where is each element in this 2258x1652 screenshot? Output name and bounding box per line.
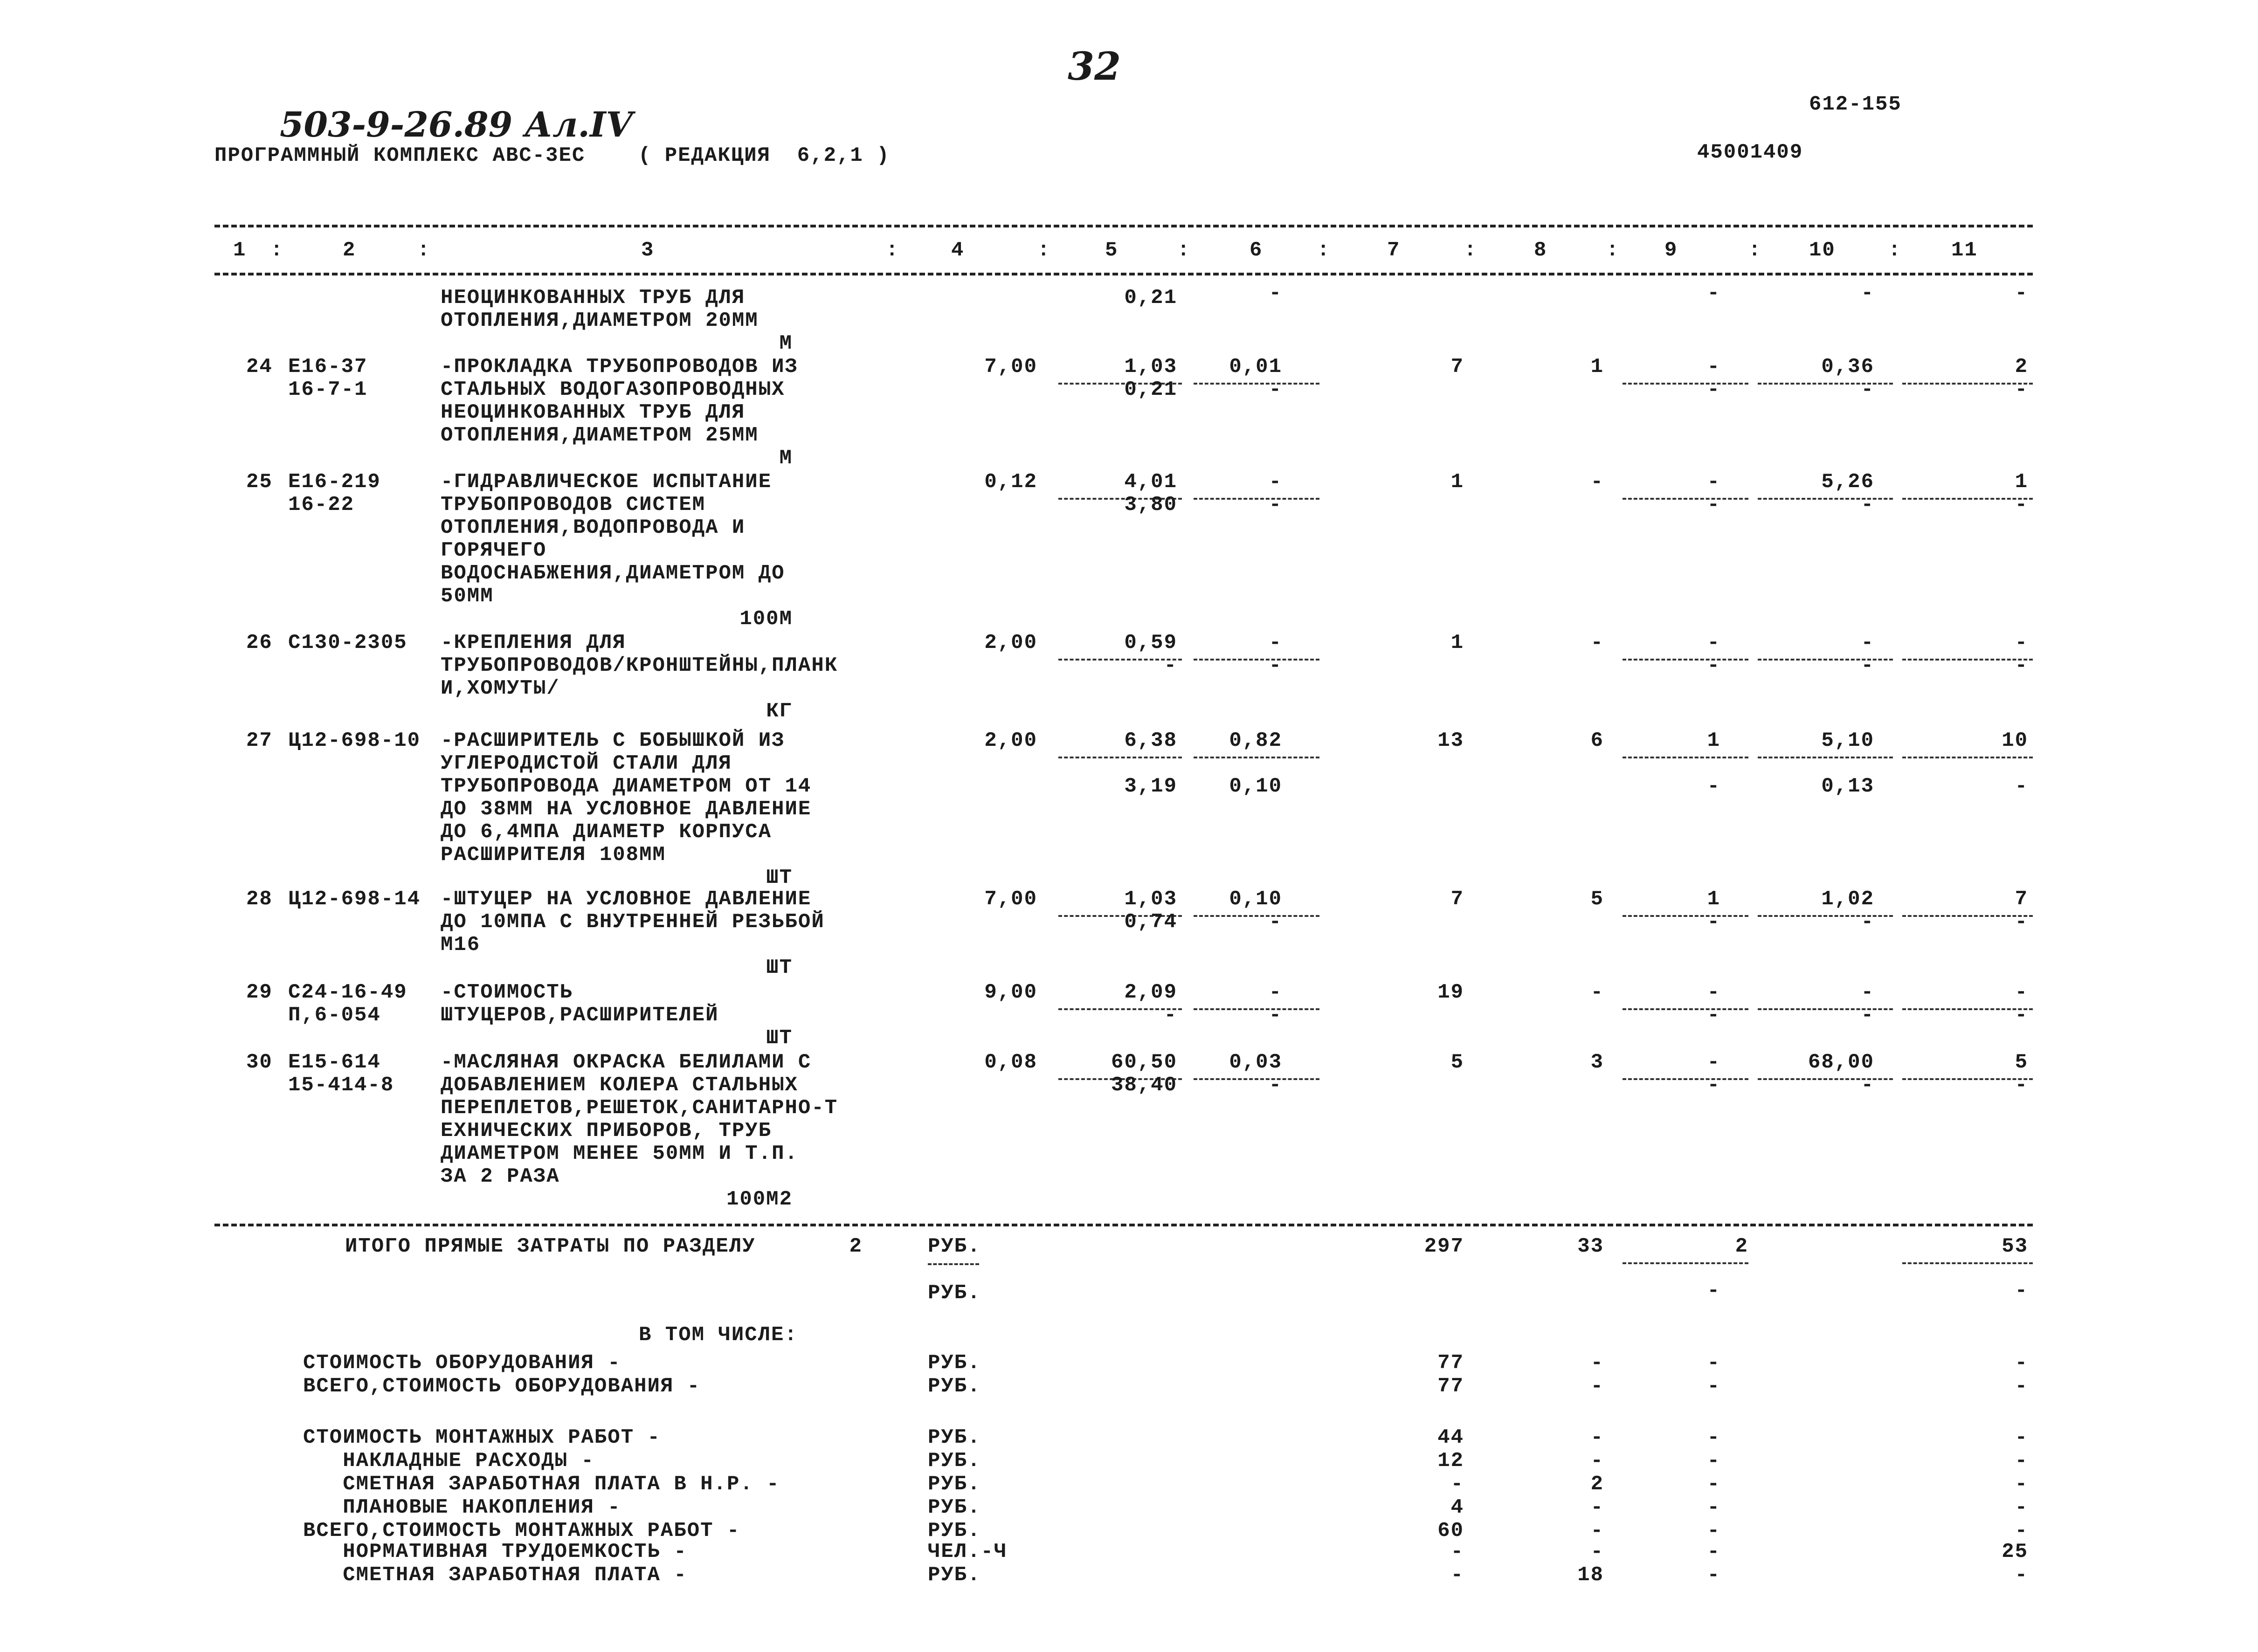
summary-col7: 4 xyxy=(1450,1496,1464,1519)
description-line: ОТОПЛЕНИЯ,ДИАМЕТРОМ 20ММ xyxy=(441,309,759,332)
summary-col8: - xyxy=(1590,1519,1604,1542)
cell-c4: 7,00 xyxy=(984,355,1037,379)
column-number: 7 xyxy=(1387,239,1401,262)
summary-unit: РУБ. xyxy=(928,1375,981,1398)
column-separator: : xyxy=(270,239,284,262)
cell-c9-lower: - xyxy=(1707,493,1720,516)
cell-c11-lower: - xyxy=(2015,1074,2028,1097)
description-line: ДО 6,4МПА ДИАМЕТР КОРПУСА xyxy=(441,820,772,844)
summary-col8: - xyxy=(1590,1449,1604,1473)
resource-code-secondary: П,6-054 xyxy=(288,1004,381,1027)
summary-col8: - xyxy=(1590,1540,1604,1563)
cell-c11: - xyxy=(2015,981,2028,1004)
unit-of-measure: 100М2 xyxy=(726,1188,793,1211)
summary-label: НАКЛАДНЫЕ РАСХОДЫ - xyxy=(303,1449,594,1473)
description-line: ОТОПЛЕНИЯ,ДИАМЕТРОМ 25ММ xyxy=(441,424,759,447)
including-heading: В ТОМ ЧИСЛЕ: xyxy=(639,1323,798,1347)
summary-col11: 25 xyxy=(2002,1540,2028,1563)
summary-col11: - xyxy=(2015,1473,2028,1496)
cell-c10: - xyxy=(1861,631,1874,654)
cell-c10-lower: - xyxy=(1861,378,1874,401)
description-line: 50ММ xyxy=(441,585,494,608)
cell-c9-lower: - xyxy=(1707,654,1720,677)
cell-c9-lower: - xyxy=(1707,1004,1720,1027)
cell-c10: 5,26 xyxy=(1821,470,1874,494)
program-title: ПРОГРАММНЫЙ КОМПЛЕКС АВС-3ЕС ( РЕДАКЦИЯ 6,2,1 ) xyxy=(214,144,890,167)
description-line: ДИАМЕТРОМ МЕНЕЕ 50ММ И Т.П. xyxy=(441,1142,798,1165)
column-separator: : xyxy=(1464,239,1478,262)
cell-c5: 0,59 xyxy=(1124,631,1177,654)
column-number: 6 xyxy=(1250,239,1263,262)
cell-c5: 1,03 xyxy=(1124,355,1177,379)
row-number: 26 xyxy=(246,631,273,654)
resource-code: Ц12-698-14 xyxy=(288,888,421,911)
summary-unit: ЧЕЛ.-Ч xyxy=(928,1540,1008,1563)
cell-c11-lower: - xyxy=(2015,1004,2028,1027)
cell-c10-lower: - xyxy=(1861,493,1874,516)
column-separator: : xyxy=(1888,239,1902,262)
summary-col11: - xyxy=(2015,1375,2028,1398)
totals-col11-lower: - xyxy=(2015,1279,2028,1302)
summary-col9: - xyxy=(1707,1496,1720,1519)
cell-c11: 7 xyxy=(2015,888,2028,911)
summary-col7: 77 xyxy=(1437,1375,1464,1398)
cell-c6-lower: - xyxy=(1269,654,1282,677)
cell-c5-lower: - xyxy=(1164,1004,1177,1027)
totals-col9-lower: - xyxy=(1707,1279,1720,1302)
description-line: ДОБАВЛЕНИЕМ КОЛЕРА СТАЛЬНЫХ xyxy=(441,1074,798,1097)
summary-col8: 18 xyxy=(1577,1563,1604,1587)
column-separator: : xyxy=(1606,239,1620,262)
description-line: ТРУБОПРОВОДОВ СИСТЕМ xyxy=(441,493,706,516)
resource-code-secondary: 16-22 xyxy=(288,493,355,516)
summary-col11: - xyxy=(2015,1519,2028,1542)
fraction-rule xyxy=(1623,757,1748,758)
cell-c7: 7 xyxy=(1450,888,1464,911)
column-number: 8 xyxy=(1534,239,1547,262)
description-line: ДО 10МПА С ВНУТРЕННЕЙ РЕЗЬБОЙ xyxy=(441,910,825,934)
unit-of-measure: М xyxy=(779,447,793,470)
resource-code: Ц12-698-10 xyxy=(288,729,421,752)
totals-col8: 33 xyxy=(1577,1235,1604,1258)
summary-unit: РУБ. xyxy=(928,1351,981,1375)
cell-c11: 5 xyxy=(2015,1051,2028,1074)
cell-c9: - xyxy=(1707,1051,1720,1074)
description-line: -МАСЛЯНАЯ ОКРАСКА БЕЛИЛАМИ С xyxy=(441,1051,812,1074)
cell-c6: - xyxy=(1269,631,1282,654)
cell-c9: 1 xyxy=(1707,729,1720,752)
cell-c4: 0,08 xyxy=(984,1051,1037,1074)
summary-col9: - xyxy=(1707,1540,1720,1563)
column-separator: : xyxy=(886,239,899,262)
cell-c6-lower: - xyxy=(1269,493,1282,516)
cell-col5-lower: 0,21 xyxy=(1124,286,1177,310)
summary-col7: 77 xyxy=(1437,1351,1464,1375)
cell-c6: 0,10 xyxy=(1229,888,1282,911)
summary-col8: - xyxy=(1590,1496,1604,1519)
description-line: ЕХНИЧЕСКИХ ПРИБОРОВ, ТРУБ xyxy=(441,1119,772,1143)
cell-c4: 2,00 xyxy=(984,729,1037,752)
cell-c10-lower: - xyxy=(1861,910,1874,934)
column-number: 2 xyxy=(343,239,356,262)
cell-c8: 1 xyxy=(1590,355,1604,379)
column-number: 4 xyxy=(951,239,965,262)
summary-col9: - xyxy=(1707,1563,1720,1587)
totals-col9: 2 xyxy=(1735,1235,1748,1258)
cell-c8: 6 xyxy=(1590,729,1604,752)
resource-code: Е16-219 xyxy=(288,470,381,494)
column-separator: : xyxy=(417,239,431,262)
resource-code: С130-2305 xyxy=(288,631,407,654)
cell-c7: 19 xyxy=(1437,981,1464,1004)
description-line: -ПРОКЛАДКА ТРУБОПРОВОДОВ ИЗ xyxy=(441,355,798,379)
cell-c9-lower: - xyxy=(1707,1074,1720,1097)
summary-unit: РУБ. xyxy=(928,1426,981,1449)
cell-c11: - xyxy=(2015,631,2028,654)
totals-label: ИТОГО ПРЯМЫЕ ЗАТРАТЫ ПО РАЗДЕЛУ xyxy=(345,1235,756,1258)
cell-c7: 7 xyxy=(1450,355,1464,379)
cell-c9: - xyxy=(1707,981,1720,1004)
row-number: 25 xyxy=(246,470,273,494)
unit-of-measure: ШТ xyxy=(766,1026,793,1050)
description-line: -ГИДРАВЛИЧЕСКОЕ ИСПЫТАНИЕ xyxy=(441,470,772,494)
summary-col11: - xyxy=(2015,1351,2028,1375)
summary-col8: - xyxy=(1590,1375,1604,1398)
summary-unit: РУБ. xyxy=(928,1519,981,1542)
summary-label: СТОИМОСТЬ ОБОРУДОВАНИЯ - xyxy=(303,1351,621,1375)
cell-c6: 0,03 xyxy=(1229,1051,1282,1074)
cell-c11-lower: - xyxy=(2015,654,2028,677)
summary-col7: 60 xyxy=(1437,1519,1464,1542)
cell-c6: - xyxy=(1269,470,1282,494)
summary-col7: 12 xyxy=(1437,1449,1464,1473)
cell-c7: 1 xyxy=(1450,470,1464,494)
summary-label: ВСЕГО,СТОИМОСТЬ МОНТАЖНЫХ РАБОТ - xyxy=(303,1519,740,1542)
description-line: ПЕРЕПЛЕТОВ,РЕШЕТОК,САНИТАРНО-Т xyxy=(441,1096,838,1120)
description-line: ТРУБОПРОВОДОВ/КРОНШТЕЙНЫ,ПЛАНК xyxy=(441,654,838,677)
column-separator: : xyxy=(1037,239,1051,262)
cell-c11: 10 xyxy=(2002,729,2028,752)
cell-c10: 0,36 xyxy=(1821,355,1874,379)
cell-c10-lower: - xyxy=(1861,654,1874,677)
cell-c10-lower: 0,13 xyxy=(1821,775,1874,798)
series-code: 612-155 xyxy=(1809,93,1902,116)
summary-col11: - xyxy=(2015,1496,2028,1519)
totals-col7: 297 xyxy=(1424,1235,1464,1258)
summary-col8: 2 xyxy=(1590,1473,1604,1496)
cell-c11: 1 xyxy=(2015,470,2028,494)
cell-c4: 0,12 xyxy=(984,470,1037,494)
cell-c10-lower: - xyxy=(1861,1074,1874,1097)
cell-c6: 0,01 xyxy=(1229,355,1282,379)
summary-col9: - xyxy=(1707,1519,1720,1542)
cell-c6-lower: - xyxy=(1269,378,1282,401)
unit-of-measure: 100М xyxy=(739,607,793,631)
column-number: 5 xyxy=(1105,239,1119,262)
summary-label: ПЛАНОВЫЕ НАКОПЛЕНИЯ - xyxy=(303,1496,621,1519)
fraction-rule xyxy=(1623,1262,1748,1264)
cell-c7: 13 xyxy=(1437,729,1464,752)
cell-c9: - xyxy=(1707,355,1720,379)
unit-underline xyxy=(928,1263,979,1265)
cell-c8: - xyxy=(1590,981,1604,1004)
cell-c6: - xyxy=(1269,981,1282,1004)
column-separator: : xyxy=(1748,239,1762,262)
summary-label: СМЕТНАЯ ЗАРАБОТНАЯ ПЛАТА - xyxy=(303,1563,687,1587)
cell-c8: 5 xyxy=(1590,888,1604,911)
cell-c6-lower: 0,10 xyxy=(1229,775,1282,798)
description-line: УГЛЕРОДИСТОЙ СТАЛИ ДЛЯ xyxy=(441,752,732,775)
summary-unit: РУБ. xyxy=(928,1563,981,1587)
description-line: М16 xyxy=(441,933,481,957)
column-number: 9 xyxy=(1664,239,1678,262)
summary-col11: - xyxy=(2015,1426,2028,1449)
row-number: 24 xyxy=(246,355,273,379)
cell-c9: - xyxy=(1707,470,1720,494)
table-top-rule xyxy=(214,225,2033,227)
resource-code: Е15-614 xyxy=(288,1051,381,1074)
cell-c9-lower: - xyxy=(1707,775,1720,798)
cell-c10: - xyxy=(1861,981,1874,1004)
totals-top-rule xyxy=(214,1224,2033,1226)
cell-c5-lower: - xyxy=(1164,654,1177,677)
summary-col9: - xyxy=(1707,1426,1720,1449)
resource-code: С24-16-49 xyxy=(288,981,407,1004)
row-number: 30 xyxy=(246,1051,273,1074)
cell-c5: 4,01 xyxy=(1124,470,1177,494)
totals-unit: РУБ. xyxy=(928,1235,981,1258)
cell-c6-lower: - xyxy=(1269,1004,1282,1027)
cell-c6: 0,82 xyxy=(1229,729,1282,752)
column-number: 1 xyxy=(233,239,247,262)
description-line: -КРЕПЛЕНИЯ ДЛЯ xyxy=(441,631,626,654)
cell-c5-lower: 0,21 xyxy=(1124,378,1177,401)
cell-c4: 9,00 xyxy=(984,981,1037,1004)
summary-col7: - xyxy=(1450,1563,1464,1587)
totals-unit-secondary: РУБ. xyxy=(928,1281,981,1305)
fraction-rule xyxy=(1058,757,1182,758)
cell-col10-lower: - xyxy=(1861,282,1874,305)
cell-c7: 5 xyxy=(1450,1051,1464,1074)
summary-label: СМЕТНАЯ ЗАРАБОТНАЯ ПЛАТА В Н.Р. - xyxy=(303,1473,780,1496)
column-number-header xyxy=(214,239,2033,262)
column-number: 10 xyxy=(1809,239,1836,262)
cell-c6-lower: - xyxy=(1269,1074,1282,1097)
unit-of-measure: М xyxy=(779,332,793,355)
cell-col6-lower: - xyxy=(1269,282,1282,305)
fraction-rule xyxy=(1194,757,1319,758)
totals-col11: 53 xyxy=(2002,1235,2028,1258)
summary-unit: РУБ. xyxy=(928,1449,981,1473)
summary-unit: РУБ. xyxy=(928,1496,981,1519)
summary-col7: - xyxy=(1450,1540,1464,1563)
cell-c10-lower: - xyxy=(1861,1004,1874,1027)
summary-unit: РУБ. xyxy=(928,1473,981,1496)
cell-c4: 7,00 xyxy=(984,888,1037,911)
cell-col9-lower: - xyxy=(1707,282,1720,305)
fraction-rule xyxy=(1902,757,2033,758)
cell-c11: 2 xyxy=(2015,355,2028,379)
cell-c6-lower: - xyxy=(1269,910,1282,934)
column-separator: : xyxy=(1317,239,1331,262)
description-line: -ШТУЦЕР НА УСЛОВНОЕ ДАВЛЕНИЕ xyxy=(441,888,812,911)
summary-label: НОРМАТИВНАЯ ТРУДОЕМКОСТЬ - xyxy=(303,1540,687,1563)
description-line: ГОРЯЧЕГО xyxy=(441,539,547,562)
cell-c9-lower: - xyxy=(1707,910,1720,934)
cell-c10: 68,00 xyxy=(1808,1051,1874,1074)
document-id: 45001409 xyxy=(1697,141,1803,164)
summary-col9: - xyxy=(1707,1375,1720,1398)
cell-c10: 1,02 xyxy=(1821,888,1874,911)
description-line: ДО 38ММ НА УСЛОВНОЕ ДАВЛЕНИЕ xyxy=(441,798,812,821)
cell-c7: 1 xyxy=(1450,631,1464,654)
cell-c8: 3 xyxy=(1590,1051,1604,1074)
row-number: 27 xyxy=(246,729,273,752)
description-line: -РАСШИРИТЕЛЬ С БОБЫШКОЙ ИЗ xyxy=(441,729,785,752)
cell-c10: 5,10 xyxy=(1821,729,1874,752)
row-number: 29 xyxy=(246,981,273,1004)
summary-col7: - xyxy=(1450,1473,1464,1496)
column-separator: : xyxy=(1177,239,1191,262)
cell-c5: 1,03 xyxy=(1124,888,1177,911)
summary-col9: - xyxy=(1707,1351,1720,1375)
summary-col7: 44 xyxy=(1437,1426,1464,1449)
cell-c5-lower: 3,19 xyxy=(1124,775,1177,798)
resource-code: Е16-37 xyxy=(288,355,368,379)
cell-c4: 2,00 xyxy=(984,631,1037,654)
cell-col11-lower: - xyxy=(2015,282,2028,305)
page-number: 32 xyxy=(1068,44,1121,89)
column-number: 3 xyxy=(641,239,655,262)
summary-col8: - xyxy=(1590,1426,1604,1449)
summary-label: ВСЕГО,СТОИМОСТЬ ОБОРУДОВАНИЯ - xyxy=(303,1375,701,1398)
unit-of-measure: ШТ xyxy=(766,956,793,979)
summary-col9: - xyxy=(1707,1449,1720,1473)
description-line: НЕОЦИНКОВАННЫХ ТРУБ ДЛЯ xyxy=(441,286,746,310)
fraction-rule xyxy=(1758,757,1893,758)
cell-c11-lower: - xyxy=(2015,378,2028,401)
cell-c9-lower: - xyxy=(1707,378,1720,401)
handwritten-doc-code: 503-9-26.89 Ал.IV xyxy=(280,105,633,145)
description-line: СТАЛЬНЫХ ВОДОГАЗОПРОВОДНЫХ xyxy=(441,378,785,401)
totals-section: 2 xyxy=(849,1235,863,1258)
cell-c8: - xyxy=(1590,470,1604,494)
cell-c9: - xyxy=(1707,631,1720,654)
description-line: ТРУБОПРОВОДА ДИАМЕТРОМ ОТ 14 xyxy=(441,775,812,798)
cell-c5: 60,50 xyxy=(1111,1051,1177,1074)
description-line: РАСШИРИТЕЛЯ 108ММ xyxy=(441,843,666,867)
cell-c11-lower: - xyxy=(2015,493,2028,516)
cell-c8: - xyxy=(1590,631,1604,654)
summary-col11: - xyxy=(2015,1449,2028,1473)
cell-c5: 6,38 xyxy=(1124,729,1177,752)
description-line: И,ХОМУТЫ/ xyxy=(441,677,560,700)
cell-c5-lower: 38,40 xyxy=(1111,1074,1177,1097)
summary-col11: - xyxy=(2015,1563,2028,1587)
description-line: ОТОПЛЕНИЯ,ВОДОПРОВОДА И xyxy=(441,516,746,539)
resource-code-secondary: 15-414-8 xyxy=(288,1074,394,1097)
cell-c11-lower: - xyxy=(2015,775,2028,798)
summary-col9: - xyxy=(1707,1473,1720,1496)
cell-c5: 2,09 xyxy=(1124,981,1177,1004)
unit-of-measure: КГ xyxy=(766,700,793,723)
description-line: ШТУЦЕРОВ,РАСШИРИТЕЛЕЙ xyxy=(441,1004,719,1027)
fraction-rule xyxy=(1902,1262,2033,1264)
description-line: -СТОИМОСТЬ xyxy=(441,981,573,1004)
column-number: 11 xyxy=(1951,239,1978,262)
summary-col8: - xyxy=(1590,1351,1604,1375)
description-line: НЕОЦИНКОВАННЫХ ТРУБ ДЛЯ xyxy=(441,401,746,424)
table-header-rule xyxy=(214,273,2033,275)
row-number: 28 xyxy=(246,888,273,911)
cell-c11-lower: - xyxy=(2015,910,2028,934)
unit-of-measure: ШТ xyxy=(766,866,793,889)
resource-code-secondary: 16-7-1 xyxy=(288,378,368,401)
cell-c9: 1 xyxy=(1707,888,1720,911)
description-line: ЗА 2 РАЗА xyxy=(441,1165,560,1188)
summary-label: СТОИМОСТЬ МОНТАЖНЫХ РАБОТ - xyxy=(303,1426,661,1449)
description-line: ВОДОСНАБЖЕНИЯ,ДИАМЕТРОМ ДО xyxy=(441,562,785,585)
cell-c5-lower: 0,74 xyxy=(1124,910,1177,934)
cell-c5-lower: 3,80 xyxy=(1124,493,1177,516)
